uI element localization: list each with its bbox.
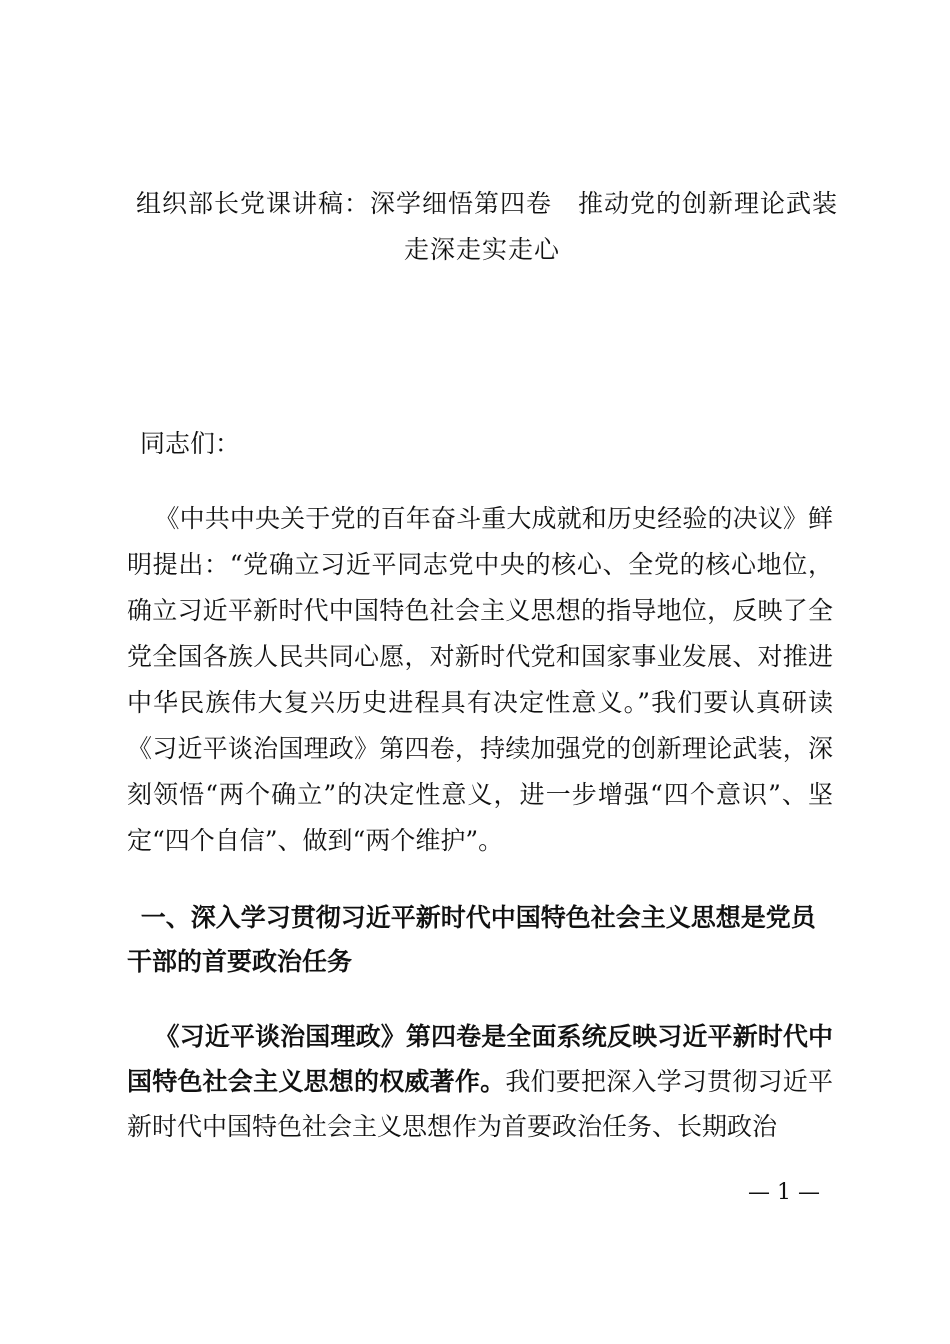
paragraph-2-bold-lead: 《习近平谈治国理政》第四卷是全面系统反映习近平新时代中国特色社会主义思想的权威著作。 bbox=[127, 1022, 833, 1096]
body-paragraph-2 bbox=[127, 1014, 833, 1149]
paragraph-2-text: 我们要把深入学习贯彻习近平新时代中国特色社会主义思想作为首要政治任务、长期政治 bbox=[127, 1067, 833, 1141]
section-heading-1: 一、深入学习贯彻习近平新时代中国特色社会主义思想是党员干部的首要政治任务 bbox=[127, 903, 816, 976]
document-title-line-2: 走深走实走心 bbox=[404, 235, 561, 264]
page-number: — 1 — bbox=[748, 1180, 820, 1205]
document-title-line-1: 组织部长党课讲稿：深学细悟第四卷 推动党的创新理论武装 bbox=[136, 189, 839, 218]
body-paragraph-1: 《中共中央关于党的百年奋斗重大成就和历史经验的决议》鲜明提出：“党确立习近平同志党中央的核心、全党的核心地位，确立习近平新时代中国特色社会主义思想的指导地位，反映了全党全国各族人民共同心愿，对新时代党和国家事业发展、对推进中华民族伟大复兴历史进程具有决定性意义。”我们要认真研读《习近平谈治国理政》第四卷，持续加强党的创新理论武装，深刻领悟“两个确立”的决定性意义，进一步增强“四个意识”、坚定“四个自信”、做到“两个维护”。 bbox=[127, 504, 833, 855]
salutation: 同志们： bbox=[140, 429, 241, 458]
